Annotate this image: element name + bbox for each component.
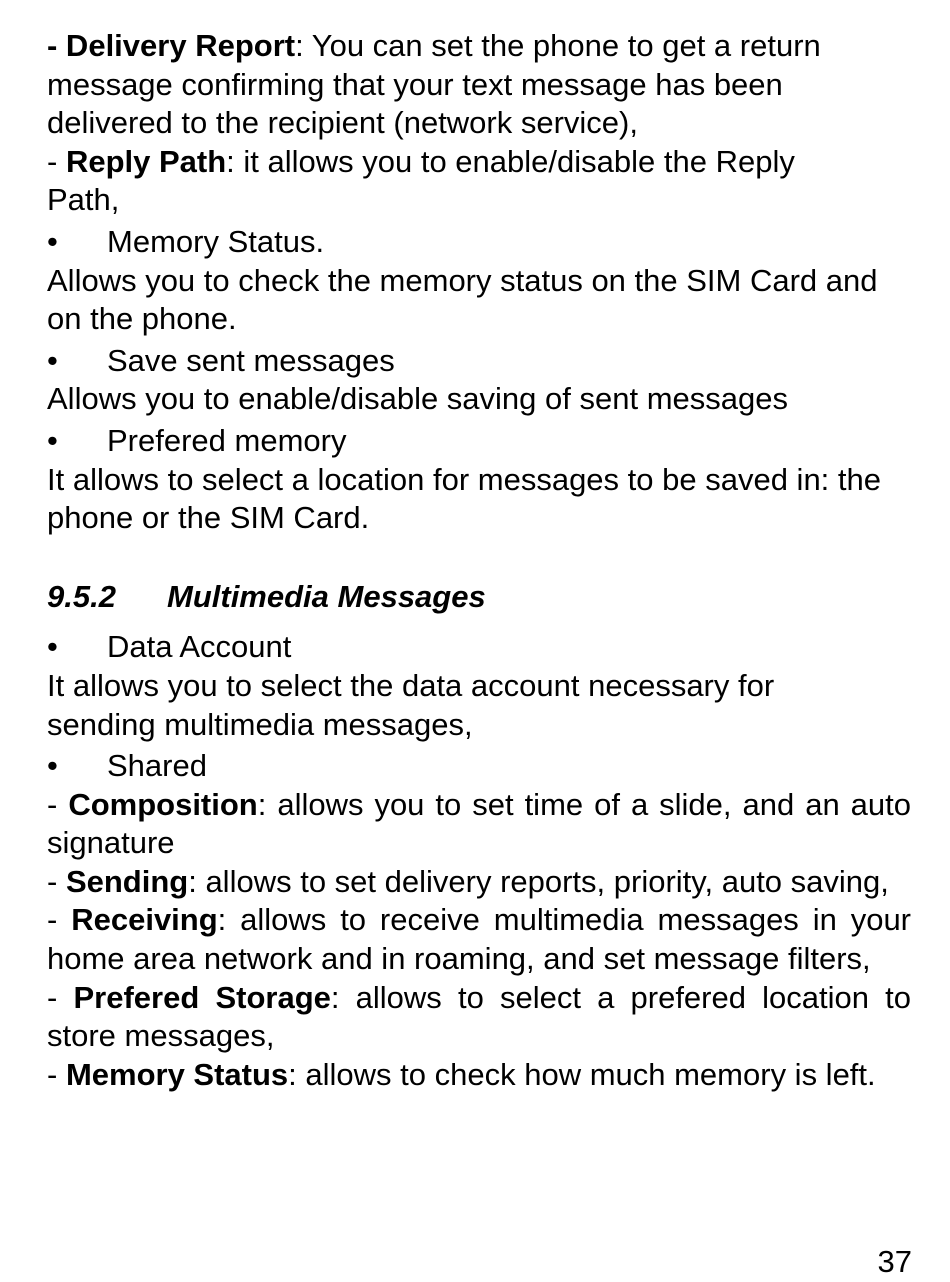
receiving-term: Receiving [71,902,218,938]
reply-path-term: Reply Path [65,143,227,179]
prefered-storage-paragraph [47,979,911,1056]
delivery-report-term: - Delivery Report [47,28,296,63]
prefered-memory-description: It allows to select a location for messages to be saved in: the phone or the SIM Card. [47,461,882,536]
composition-paragraph [47,786,911,863]
receiving-paragraph [47,901,911,978]
sending-paragraph [47,863,911,902]
mms-memory-status-description: : allows to check how much memory is left. [288,1056,876,1092]
data-account-description: It allows you to select the data account necessary for sending multimedia messages, [47,667,775,742]
mms-memory-status-prefix: - [47,1056,66,1092]
shared-title: Shared [107,748,207,784]
receiving-prefix: - [47,902,72,938]
mms-memory-status-term: Memory Status [65,1056,289,1092]
shared-bullet-item [47,747,911,786]
save-sent-description: Allows you to enable/disable saving of sent messages [47,381,788,417]
bullet-icon: • [47,342,58,378]
bullet-icon: • [47,748,58,784]
reply-path-description: : it allows you to enable/disable the Reply Path, [47,143,795,218]
section-heading [47,578,911,617]
section-title: Multimedia Messages [167,578,486,614]
page-content [47,27,911,1094]
prefered-storage-description: : allows to select a prefered location to store messages, [47,979,912,1054]
sending-description: : allows to set delivery reports, priority, auto saving, [188,863,889,899]
receiving-description: : allows to receive multimedia messages in your home area network and in roaming, and set message filters, [47,902,912,977]
delivery-report-description: : You can set the phone to get a return message confirming that your text message has been delivered to the recipient (network service), [47,28,821,141]
reply-path-paragraph [47,143,867,220]
mms-memory-status-paragraph [47,1056,911,1095]
prefered-storage-term: Prefered Storage [73,979,331,1015]
section-number: 9.5.2 [47,578,116,614]
composition-term: Composition [68,786,258,822]
composition-description: : allows you to set time of a slide, and an auto signature [47,786,911,861]
prefered-memory-title: Prefered memory [107,422,347,458]
data-account-title: Data Account [107,629,292,665]
save-sent-bullet-item [47,342,911,381]
sending-prefix: - [47,863,66,899]
memory-status-bullet-item [47,223,911,262]
bullet-icon: • [47,422,58,458]
prefered-storage-prefix: - [47,979,74,1015]
memory-status-description: Allows you to check the memory status on the SIM Card and on the phone. [47,262,878,337]
data-account-bullet-item [47,628,911,667]
sending-term: Sending [65,863,189,899]
reply-path-prefix: - [47,143,66,179]
save-sent-title: Save sent messages [107,342,395,378]
composition-prefix: - [47,786,69,822]
prefered-memory-bullet-item [47,422,911,461]
memory-status-title: Memory Status. [107,223,325,259]
delivery-report-paragraph [47,27,887,143]
bullet-icon: • [47,223,58,259]
bullet-icon: • [47,629,58,665]
page-number: 37 [877,1244,912,1279]
